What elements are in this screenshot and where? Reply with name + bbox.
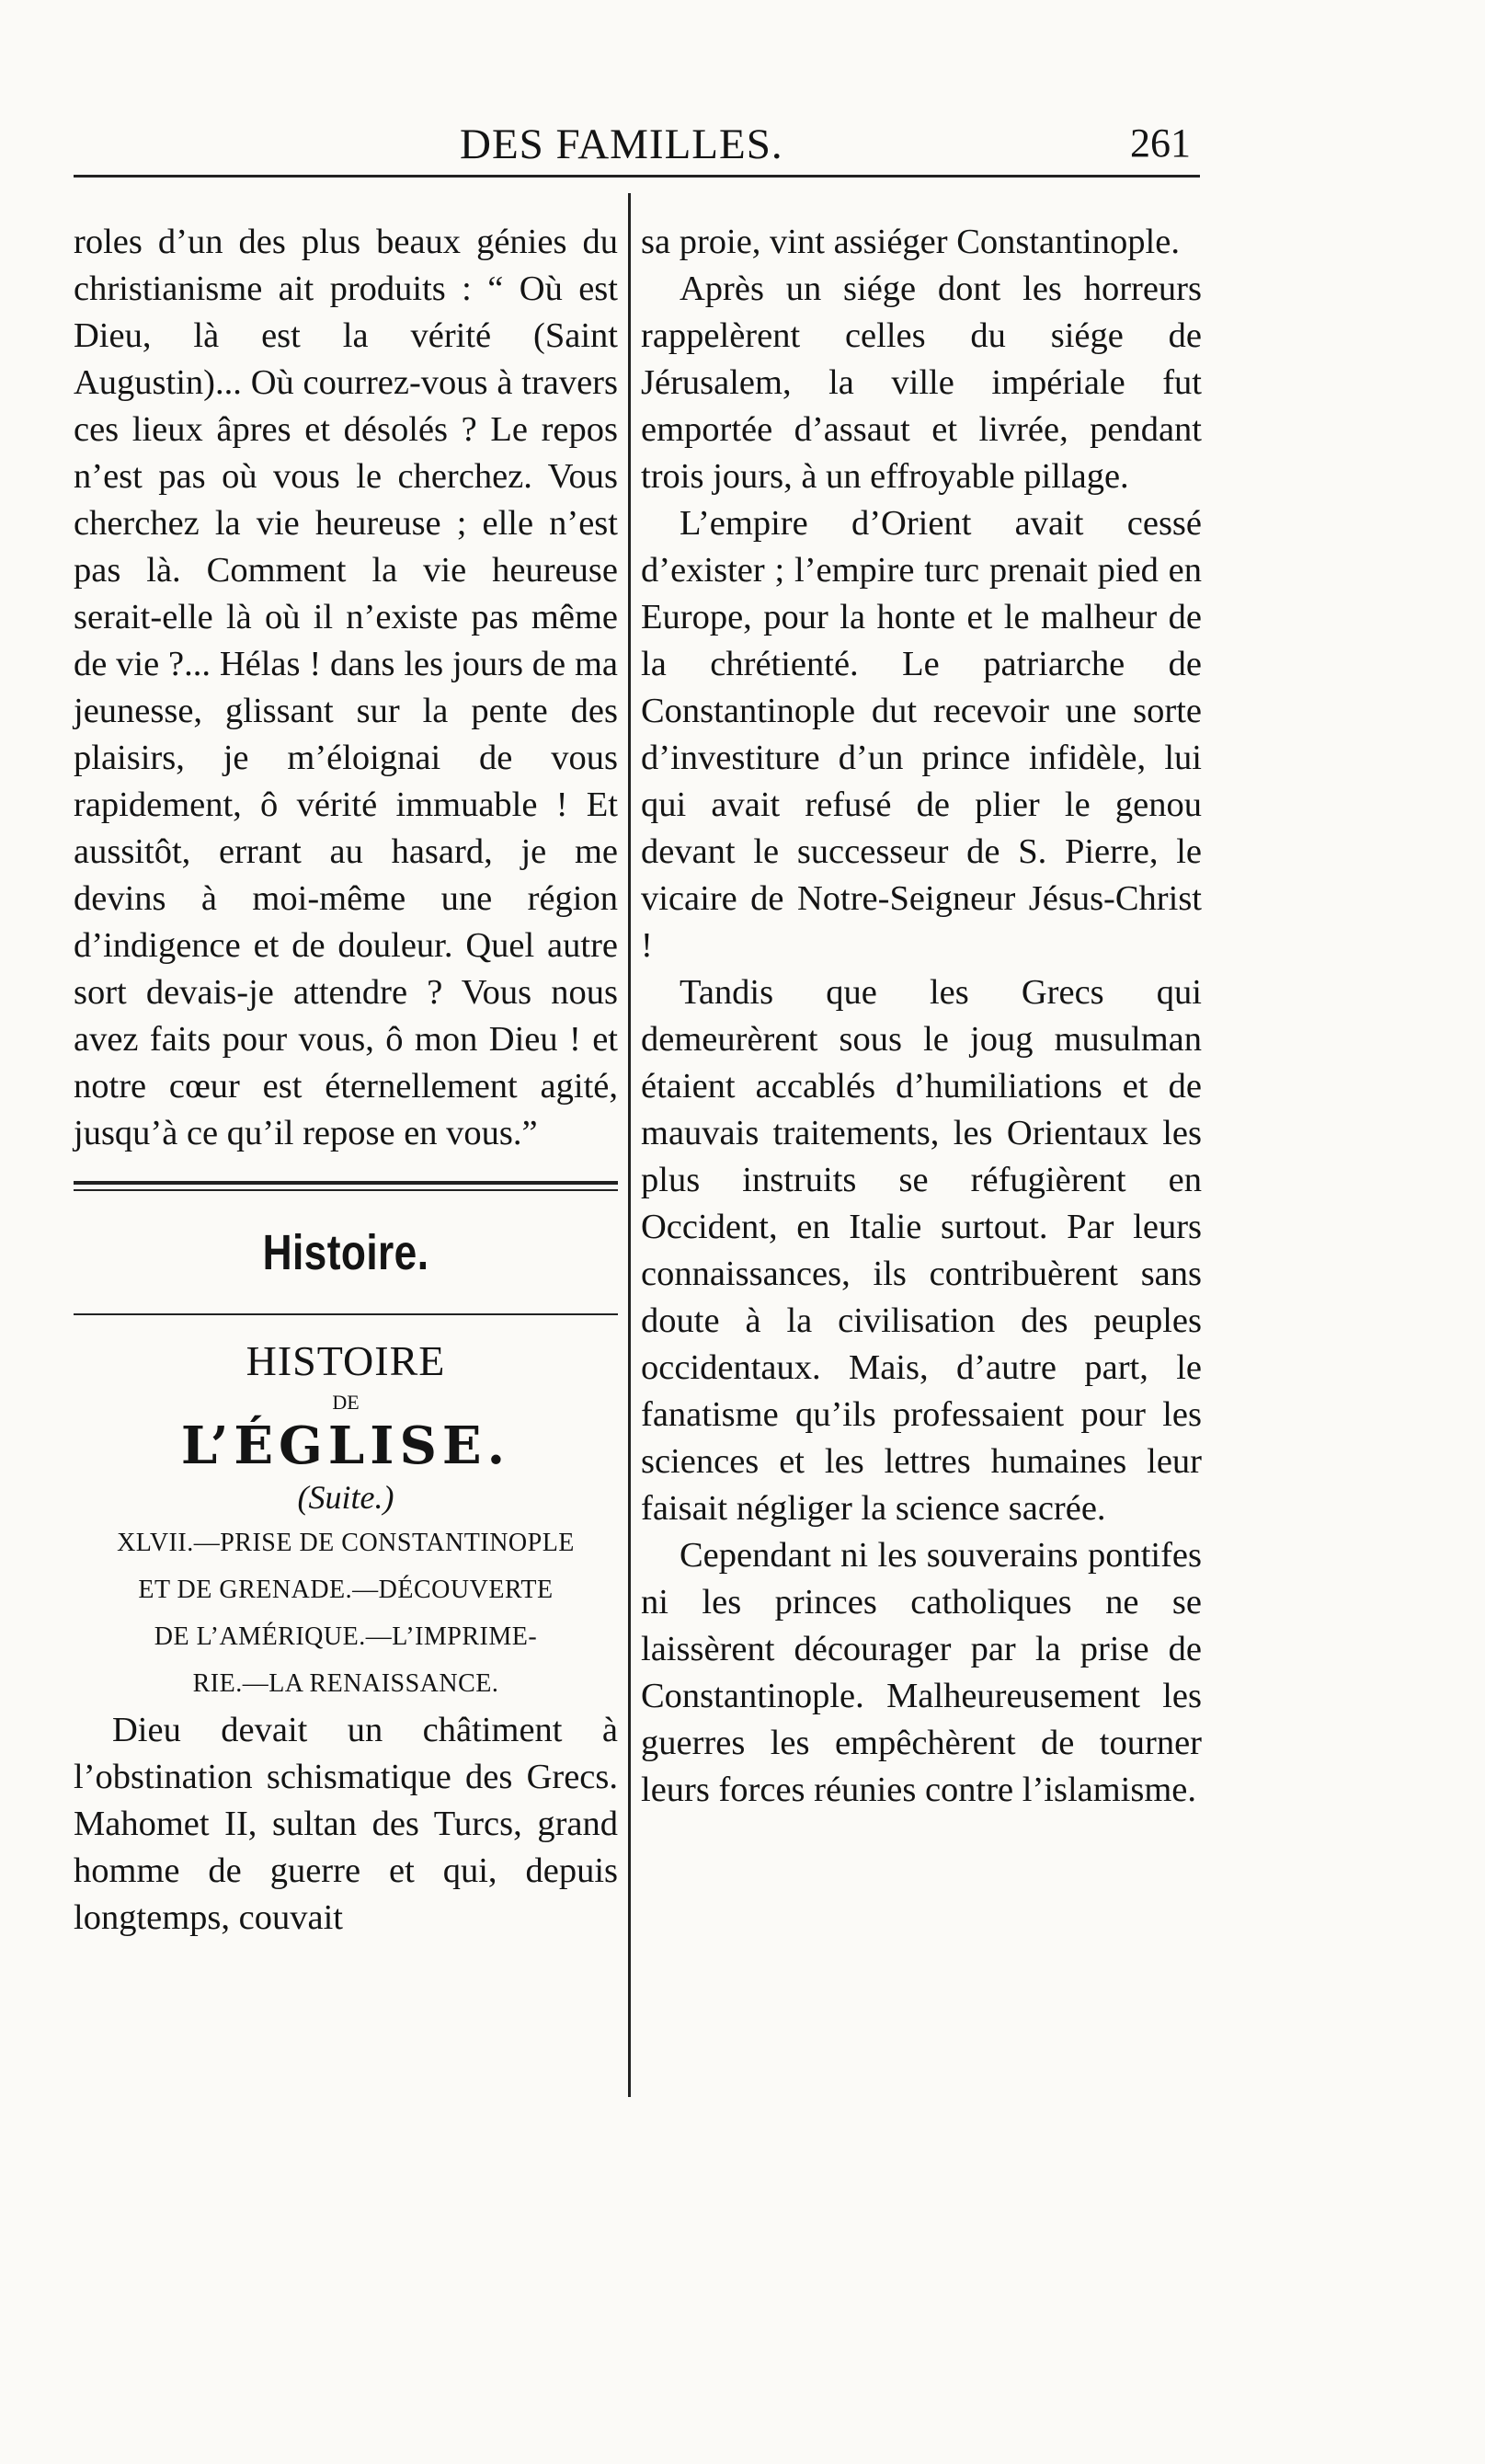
body-paragraph: L’empire d’Orient avait cessé d’exister ; l’empire turc prenait pied en Europe, pour la honte et le malheur de la chrétienté. Le patriarche de Constantinople dut recevoir une sorte d’investiture d’un prince infidèle, lui qui avait refusé de plier le genou devant le successeur de S. Pierre, le vicaire de Notre-Seigneur Jésus-Christ ! [641,504,1202,965]
chapter-heading-line-4: RIE.—LA RENAISSANCE. [192,1669,499,1698]
article-title-eglise: L’ÉGLISE. [180,1415,511,1476]
header-rule [74,175,1200,178]
article-title-histoire: HISTOIRE [246,1337,446,1384]
section-heading: Histoire. [262,1225,429,1280]
body-paragraph: sa proie, vint assiéger Constantinople. [641,223,1180,261]
chapter-heading-line-1: XLVII.—PRISE DE CONSTANTINOPLE [117,1529,575,1557]
page-number: 261 [1130,120,1191,166]
article-title-de: DE [332,1391,360,1414]
body-paragraph: Après un siége dont les horreurs rappelèrent celles du siége de Jérusalem, la ville impériale fut emportée d’assaut et livrée, pendant trois jours, à un effroyable pillage. [641,269,1202,496]
column-divider [628,193,631,2097]
article-suite: (Suite.) [297,1479,394,1516]
body-paragraph: Tandis que les Grecs qui demeurèrent sous le joug musulman étaient accablés d’humiliations et de mauvais traitements, les Orientaux les plus instruits se réfugièrent en Occident, en Italie surtout. Par leurs connaissances, ils contribuèrent sans doute à la civilisation des peuples occidentaux. Mais, d’autre part, le fanatisme qu’ils professaient pour les sciences et les lettres humaines leur faisait négliger la science sacrée. [641,973,1202,1528]
section-rule [74,1313,618,1315]
left-column [74,219,618,1942]
chapter-heading-line-3: DE L’AMÉRIQUE.—L’IMPRIME- [154,1622,538,1651]
running-head: DES FAMILLES. [460,120,783,168]
chapter-heading-line-2: ET DE GRENADE.—DÉCOUVERTE [138,1576,554,1604]
right-column [641,219,1202,1814]
body-paragraph: Dieu devait un châtiment à l’obstination schismatique des Grecs. Mahomet II, sultan des Turcs, grand homme de guerre et qui, depuis longtemps, couvait [74,1711,618,1937]
section-double-rule [74,1181,618,1191]
body-paragraph: Cependant ni les souverains pontifes ni les princes catholiques ne se laissèrent décourager par la prise de Constantinople. Malheureusement les guerres les empêchèrent de tourner leurs forces réunies contre l’islamisme. [641,1536,1202,1809]
page-header [74,110,1200,182]
augustine-quote-paragraph: roles d’un des plus beaux génies du christianisme ait produits : “ Où est Dieu, là est la vérité (Saint Augustin)... Où courrez-vous à travers ces lieux âpres et désolés ? Le repos n’est pas où vous le cherchez. Vous cherchez la vie heureuse ; elle n’est pas là. Comment la vie heureuse serait-elle là où il n’existe pas même de vie ?... Hélas ! dans les jours de ma jeunesse, glissant sur la pente des plaisirs, je m’éloignai de vous rapidement, ô vérité immuable ! Et aussitôt, errant au hasard, je me devins à moi-même une région d’indigence et de douleur. Quel autre sort devais-je attendre ? Vous nous avez faits pour vous, ô mon Dieu ! et notre cœur est éternellement agité, jusqu’à ce qu’il repose en vous.” [74,223,618,1152]
